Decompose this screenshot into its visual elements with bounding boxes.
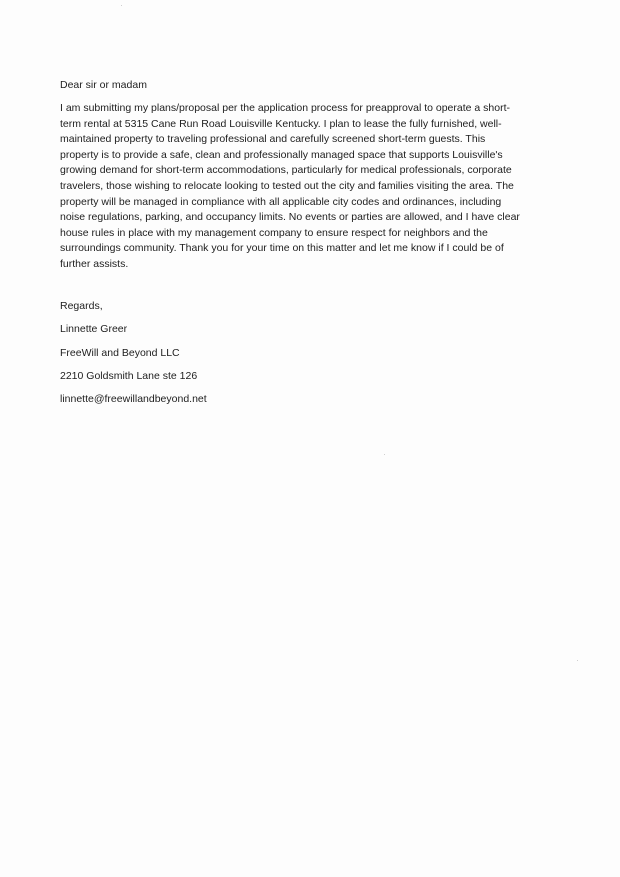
body-line: house rules in place with my management company to ensure respect for neighbors and the — [60, 226, 488, 239]
body-line: surroundings community. Thank you for your time on this matter and let me know if I could be of — [60, 242, 504, 255]
body-line: term rental at 5315 Cane Run Road Louisville Kentucky. I plan to lease the fully furnished, well- — [60, 117, 502, 130]
company-address: 2210 Goldsmith Lane ste 126 — [60, 370, 198, 382]
body-line: property is to provide a safe, clean and professionally managed space that supports Louisville's — [60, 148, 503, 161]
body-line: growing demand for short-term accommodations, particularly for medical professionals, corporate — [60, 164, 512, 177]
closing: Regards, — [60, 300, 103, 312]
letter-body — [60, 101, 560, 273]
body-line: I am submitting my plans/proposal per the application process for preapproval to operate a short- — [60, 102, 510, 114]
body-line: property will be managed in compliance with all applicable city codes and ordinances, including — [60, 195, 502, 208]
contact-email: linnette@freewillandbeyond.net — [60, 393, 207, 405]
salutation: Dear sir or madam — [60, 79, 147, 91]
scan-speck — [577, 660, 578, 661]
scan-speck — [121, 5, 122, 6]
company-name: FreeWill and Beyond LLC — [60, 347, 180, 359]
body-line: travelers, those wishing to relocate looking to tested out the city and families visiting the area. The — [60, 179, 514, 192]
signature-name: Linnette Greer — [60, 323, 128, 335]
body-line: further assists. — [60, 257, 129, 270]
body-line: noise regulations, parking, and occupancy limits. No events or parties are allowed, and I have clear — [60, 211, 520, 224]
body-line: maintained property to traveling professional and carefully screened short-term guests. This — [60, 133, 486, 146]
scan-speck — [384, 454, 385, 455]
